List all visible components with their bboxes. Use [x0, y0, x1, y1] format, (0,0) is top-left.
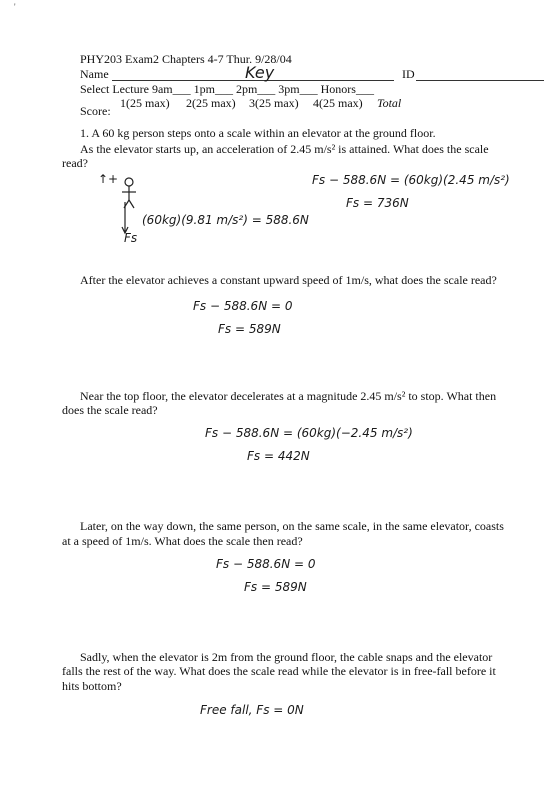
part-c-line2: does the scale read? [62, 403, 158, 417]
score-1: 1(25 max) [120, 96, 170, 110]
part-c-line1: Near the top floor, the elevator decelerates at a magnitude 2.45 m/s² to stop. What then [80, 389, 497, 403]
answer-d-result: Fs = 589N [244, 580, 307, 594]
q1-intro-line1: 1. A 60 kg person steps onto a scale within an elevator at the ground floor. [80, 126, 436, 140]
lecture-select-line: Select Lecture 9am___ 1pm___ 2pm___ 3pm___ Honors___ [80, 82, 374, 96]
stick-figure-icon [118, 176, 140, 238]
answer-a-result: Fs = 736N [346, 196, 409, 210]
score-4: 4(25 max) [313, 96, 363, 110]
name-label: Name [80, 67, 109, 81]
answer-b-equation: Fs − 588.6N = 0 [193, 299, 293, 313]
id-label: ID [402, 67, 415, 81]
part-e-line2: falls the rest of the way. What does the scale read while the elevator is in free-fall before it [62, 664, 496, 678]
exam-title: PHY203 Exam2 Chapters 4-7 Thur. 9/28/04 [80, 52, 292, 66]
part-d-line1: Later, on the way down, the same person, on the same scale, in the same elevator, coasts [80, 519, 504, 533]
answer-c-result: Fs = 442N [247, 449, 310, 463]
fbd-weight-force: (60kg)(9.81 m/s²) = 588.6N [142, 213, 309, 227]
answer-d-equation: Fs − 588.6N = 0 [216, 557, 316, 571]
fbd-positive-direction: ↑+ [98, 172, 119, 186]
part-e-line3: hits bottom? [62, 679, 122, 693]
id-underline [416, 80, 544, 81]
answer-e: Free fall, Fs = 0N [200, 703, 304, 717]
score-label: Score: [80, 104, 111, 118]
score-2: 2(25 max) [186, 96, 236, 110]
answer-a-equation: Fs − 588.6N = (60kg)(2.45 m/s²) [312, 173, 510, 187]
part-b-question: After the elevator achieves a constant upward speed of 1m/s, what does the scale read? [80, 273, 497, 287]
score-total: Total [377, 96, 402, 110]
q1-intro-line2: As the elevator starts up, an acceleration of 2.45 m/s² is attained. What does the scale [80, 142, 489, 156]
part-e-line1: Sadly, when the elevator is 2m from the ground floor, the cable snaps and the elevator [80, 650, 493, 664]
fbd-scale-force: Fs [124, 231, 138, 245]
answer-c-equation: Fs − 588.6N = (60kg)(−2.45 m/s²) [205, 426, 413, 440]
margin-mark: ' [14, 2, 16, 12]
q1-intro-line3: read? [62, 156, 88, 170]
name-value: Key [245, 63, 275, 82]
answer-b-result: Fs = 589N [218, 322, 281, 336]
score-3: 3(25 max) [249, 96, 299, 110]
part-d-line2: at a speed of 1m/s. What does the scale then read? [62, 534, 303, 548]
